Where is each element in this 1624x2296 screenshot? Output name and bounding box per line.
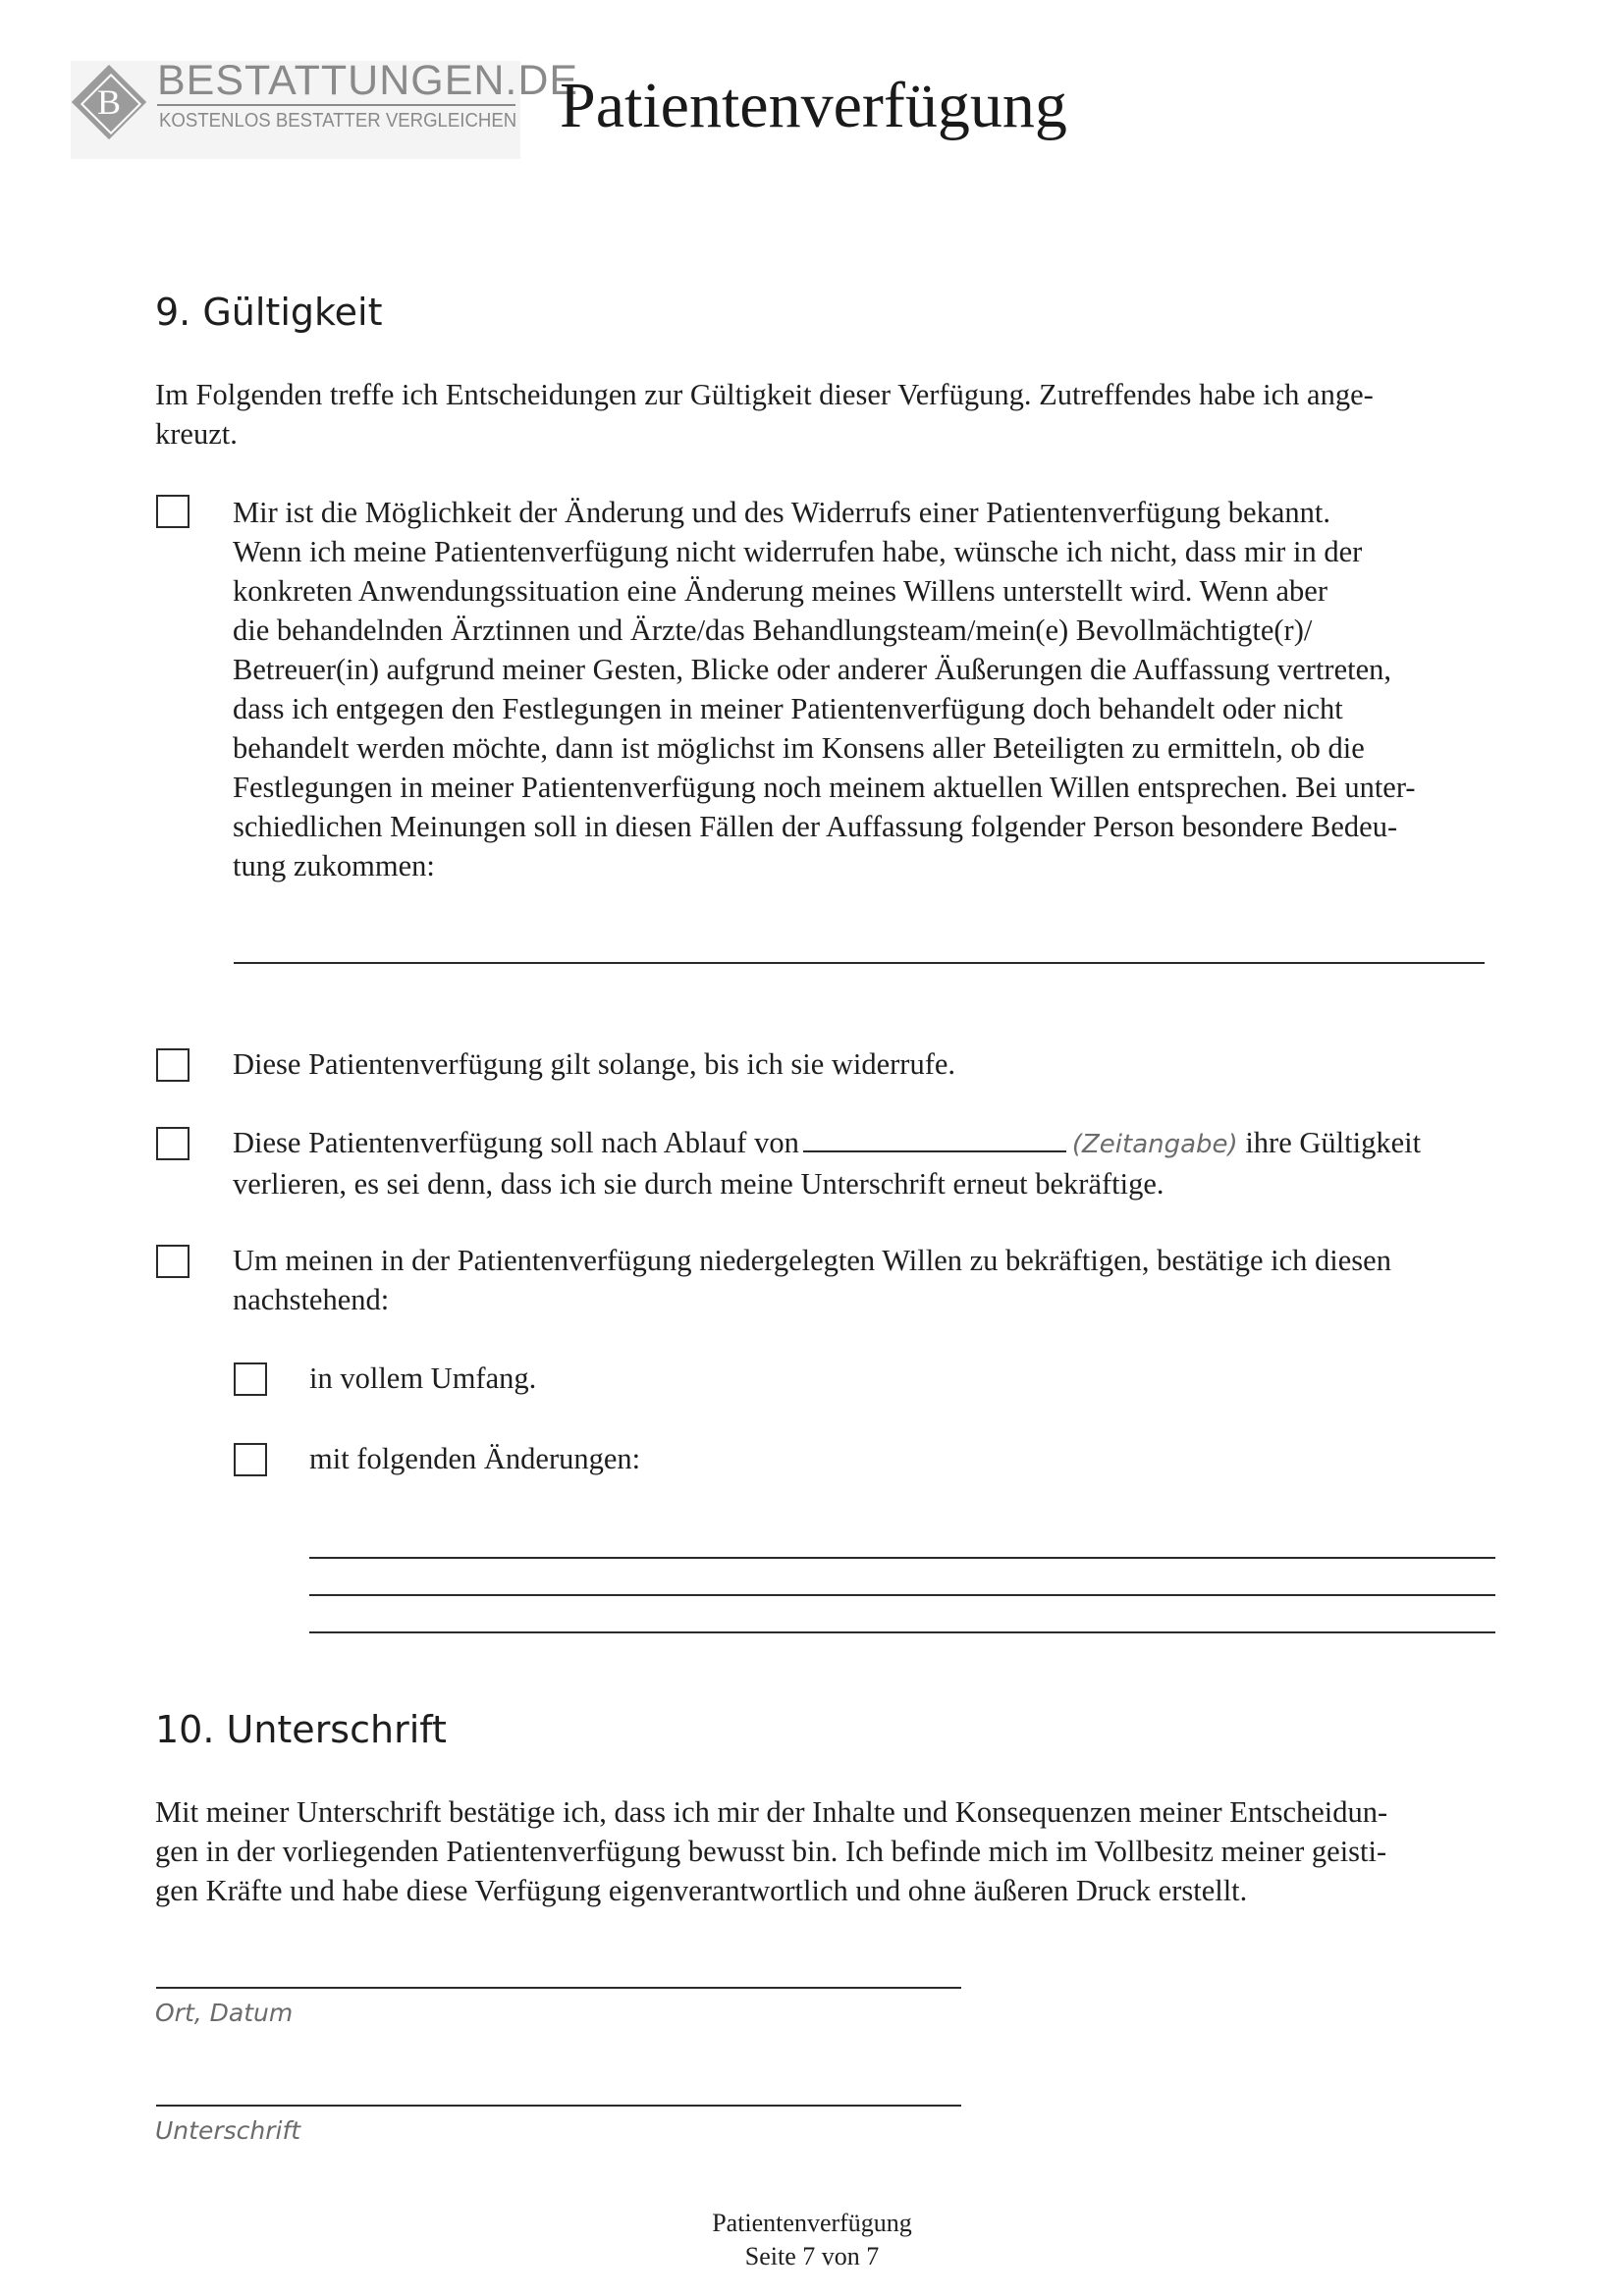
signature-field[interactable] [156,2105,961,2107]
changes-field-line-3[interactable] [309,1631,1495,1633]
logo-divider [157,104,515,106]
option-expiry-text [233,1123,1421,1203]
text-line: mit folgenden Änderungen: [309,1442,641,1475]
text-line: Diese Patientenverfügung gilt solange, bis ich sie widerrufe. [233,1047,956,1081]
text-line: gen in der vorliegenden Patientenverfügung bewusst bin. Ich befinde mich im Vollbesitz meiner geisti- [155,1835,1387,1868]
text-line: schiedlichen Meinungen soll in diesen Fällen der Auffassung folgender Person besondere Bedeu- [233,810,1398,843]
suboption-full-scope-text [309,1359,536,1398]
text-line: Festlegungen in meiner Patientenverfügung noch meinem aktuellen Willen entsprechen. Bei unter- [233,771,1416,804]
footer-title: Patientenverfügung [712,2209,912,2237]
checkbox-expiry[interactable] [156,1127,189,1160]
section-10-text [155,1792,1387,1910]
place-date-field[interactable] [156,1987,961,1989]
checkbox-change-revocation[interactable] [156,495,189,528]
text-line: dass ich entgegen den Festlegungen in meiner Patientenverfügung doch behandelt oder nicht [233,692,1343,725]
suboption-with-changes-text [309,1439,640,1478]
text-line: kreuzt. [155,417,238,451]
option-valid-until-revoked-text [233,1044,955,1084]
expiry-before-text: Diese Patientenverfügung soll nach Ablauf von [233,1126,799,1159]
changes-field-line-2[interactable] [309,1594,1495,1596]
checkbox-with-changes[interactable] [234,1443,267,1476]
text-line: Um meinen in der Patientenverfügung niedergelegten Willen zu bekräftigen, bestätige ich diesen [233,1244,1391,1277]
brand-name: BESTATTUNGEN.DE [157,57,579,104]
place-date-label: Ort, Datum [155,1999,294,2027]
checkbox-full-scope[interactable] [234,1362,267,1396]
text-line: Mir ist die Möglichkeit der Änderung und des Widerrufs einer Patientenverfügung bekannt. [233,496,1330,529]
text-line: in vollem Umfang. [309,1362,537,1395]
text-line: konkreten Anwendungssituation eine Änderung meines Willens unterstellt wird. Wenn aber [233,574,1327,608]
text-line: behandelt werden möchte, dann ist möglichst im Konsens aller Beteiligten zu ermitteln, ob die [233,731,1365,765]
time-period-field[interactable] [803,1125,1066,1152]
changes-field-line-1[interactable] [309,1557,1495,1559]
text-line: Mit meiner Unterschrift bestätige ich, dass ich mir der Inhalte und Konsequenzen meiner Entscheidun- [155,1795,1388,1829]
expiry-after-text: ihre Gültigkeit [1245,1126,1422,1159]
section-9-intro [155,375,1374,454]
brand-tagline: KOSTENLOS BESTATTER VERGLEICHEN [159,110,517,132]
section-9-heading: 9. Gültigkeit [155,291,383,334]
logo-letter: B [96,82,121,122]
text-line: tung zukommen: [233,849,435,882]
document-title: Patientenverfügung [560,70,1067,141]
signature-label: Unterschrift [155,2116,301,2145]
text-line: verlieren, es sei denn, dass ich sie durch meine Unterschrift erneut bekräftige. [233,1167,1164,1201]
text-line: Betreuer(in) aufgrund meiner Gesten, Blicke oder anderer Äußerungen die Auffassung vertreten, [233,653,1392,686]
footer [0,2207,1624,2273]
text-line: die behandelnden Ärztinnen und Ärzte/das Behandlungsteam/mein(e) Bevollmächtigte(r)/ [233,614,1313,647]
text-line [233,1123,1421,1164]
text-line: gen Kräfte und habe diese Verfügung eigenverantwortlich und ohne äußeren Druck erstellt. [155,1874,1248,1907]
page-number: Seite 7 von 7 [744,2242,880,2270]
checkbox-valid-until-revoked[interactable] [156,1048,189,1082]
option-change-revocation-text [233,493,1416,885]
checkbox-reconfirm[interactable] [156,1245,189,1278]
person-name-field[interactable] [234,962,1485,964]
time-period-hint: (Zeitangabe) [1071,1130,1238,1159]
text-line: nachstehend: [233,1283,390,1316]
text-line: Im Folgenden treffe ich Entscheidungen zur Gültigkeit dieser Verfügung. Zutreffendes habe ich ange- [155,378,1374,411]
text-line: Wenn ich meine Patientenverfügung nicht widerrufen habe, wünsche ich nicht, dass mir in der [233,535,1363,568]
option-reconfirm-text [233,1241,1391,1319]
section-10-heading: 10. Unterschrift [155,1708,447,1751]
